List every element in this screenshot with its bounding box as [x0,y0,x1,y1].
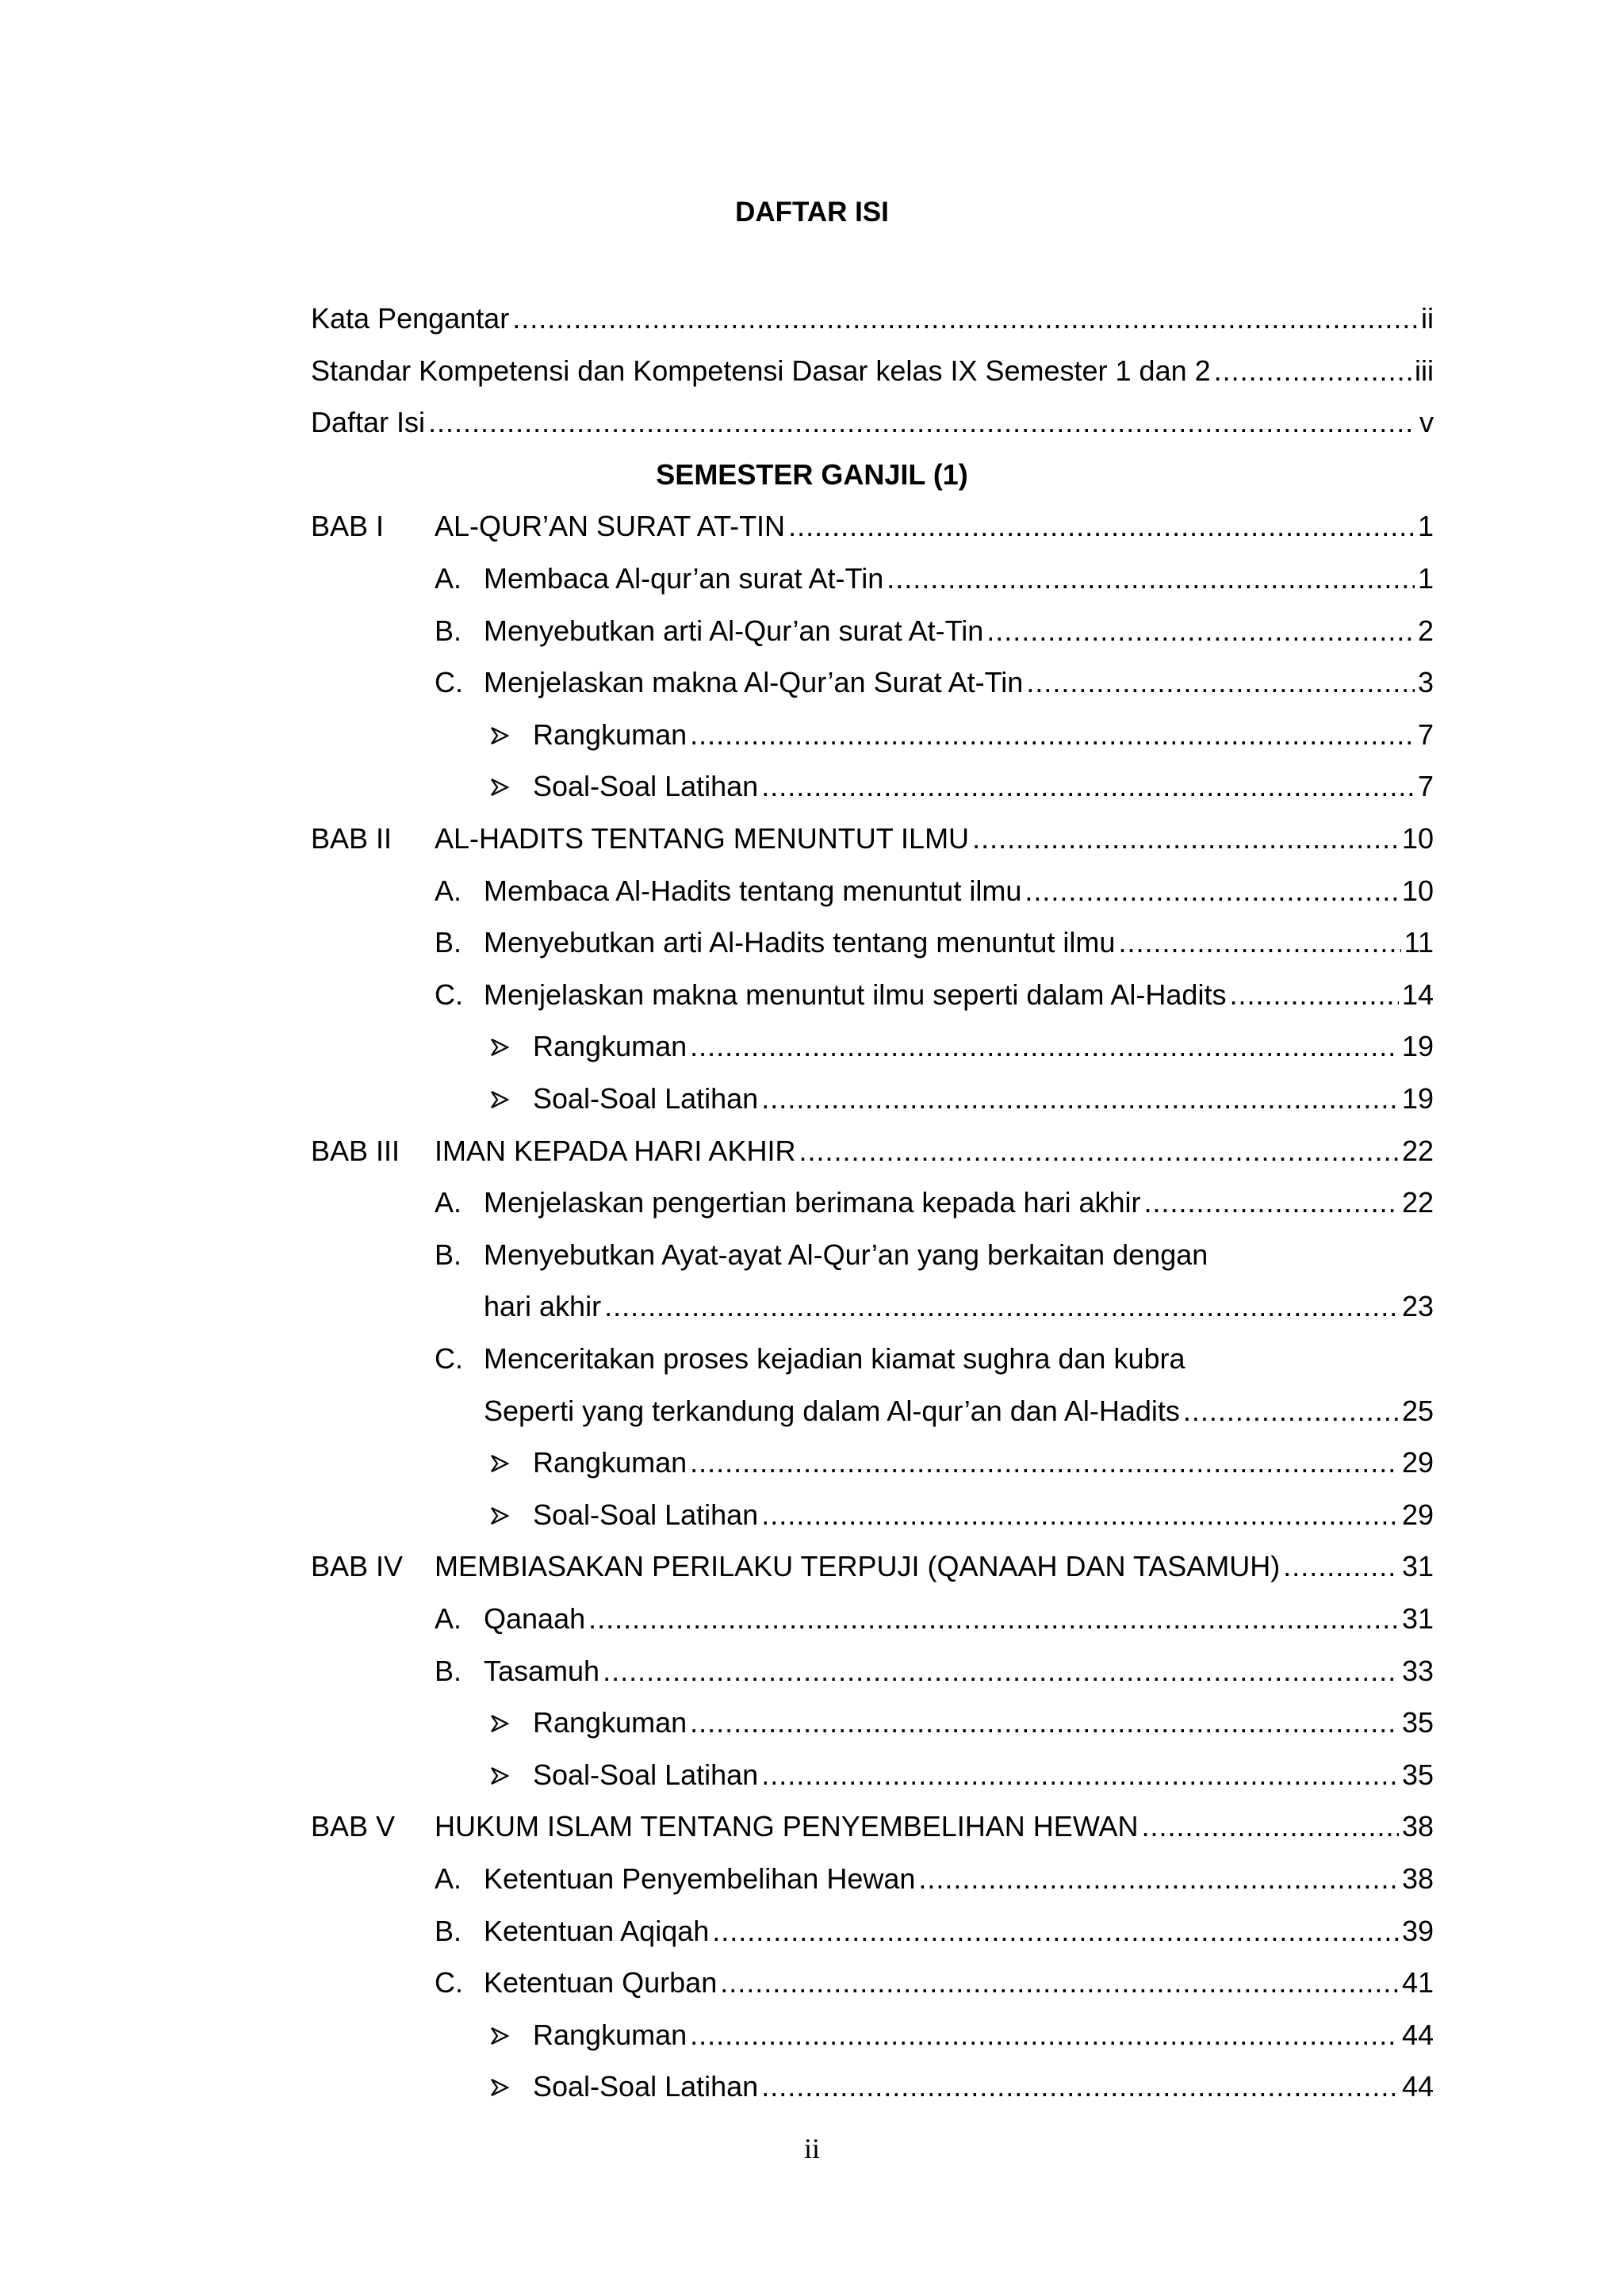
chapter-label: BAB III [311,1134,400,1167]
section-text: Menjelaskan pengertian berimana kepada hari akhir [484,1186,1141,1219]
section-letter: C. [435,978,463,1011]
exercise-text: Soal-Soal Latihan [533,2070,759,2103]
page-ref: 35 [1401,1758,1434,1791]
toc-entry [435,1135,1434,1167]
dot-leader [761,771,1415,802]
chapter-label: BAB IV [311,1550,404,1583]
section-row [0,1915,1624,1947]
summary-row [0,719,1624,751]
dot-leader [1141,1811,1398,1843]
page-ref: 7 [1417,770,1434,803]
toc-entry [533,2071,1434,2103]
arrow-bullet-icon [490,1454,511,1473]
toc-entry [435,823,1434,855]
arrow-bullet-icon [490,1038,511,1057]
page-title: DAFTAR ISI [735,197,889,228]
dot-leader [1214,355,1411,387]
summary-text: Rangkuman [533,2018,688,2051]
toc-entry [484,1915,1434,1947]
chapter-title: HUKUM ISLAM TENTANG PENYEMBELIHAN HEWAN [435,1810,1139,1843]
section-letter: A. [435,1186,462,1219]
entry-text: Standar Kompetensi dan Kompetensi Dasar kelas IX Semester 1 dan 2 [311,354,1211,387]
page-ref: 10 [1401,822,1434,855]
exercise-text: Soal-Soal Latihan [533,770,759,803]
toc-entry [311,407,1434,438]
page-ref: 19 [1401,1082,1434,1115]
toc-entry [484,1187,1434,1219]
dot-leader [1025,875,1399,907]
semester-heading [0,459,1624,491]
section-row [0,667,1624,698]
section-letter: A. [435,874,462,907]
section-letter: B. [435,1914,462,1947]
page-ref: iii [1415,354,1434,387]
section-row [0,927,1624,959]
toc-entry [484,1655,1434,1687]
section-text: Menjelaskan makna menuntut ilmu seperti dalam Al-Hadits [484,978,1227,1011]
dot-leader [761,2071,1399,2103]
section-row [0,1603,1624,1635]
dot-leader [712,1915,1399,1947]
chapter-row [0,1551,1624,1582]
chapter-title: IMAN KEPADA HARI AKHIR [435,1134,796,1167]
section-letter: B. [435,1654,462,1687]
dot-leader [918,1863,1399,1895]
section-letter: C. [435,666,463,699]
toc-entry [484,1967,1434,1999]
section-row [0,563,1624,595]
dot-leader [761,1083,1399,1115]
section-text: hari akhir [484,1290,602,1323]
chapter-label: BAB II [311,822,393,855]
front-matter-row [0,355,1624,387]
dot-leader [428,407,1416,438]
section-letter: A. [435,1602,462,1635]
dot-leader [690,1707,1399,1739]
chapter-title: MEMBIASAKAN PERILAKU TERPUJI (QANAAH DAN TASAMUH) [435,1550,1281,1583]
toc-entry [484,875,1434,907]
page-ref: 44 [1401,2070,1434,2103]
section-text: Seperti yang terkandung dalam Al-qur’an dan Al-Hadits [484,1394,1180,1427]
toc-entry [533,1707,1434,1739]
arrow-bullet-icon [490,1090,511,1109]
page-ref: 41 [1401,1966,1434,1999]
exercise-text: Soal-Soal Latihan [533,1498,759,1531]
toc-entry [533,1499,1434,1531]
section-row [0,1343,1624,1375]
section-row [0,979,1624,1011]
dot-leader [720,1967,1399,1999]
dot-leader [690,2019,1399,2051]
dot-leader [1144,1187,1399,1219]
section-text: Membaca Al-qur’an surat At-Tin [484,562,884,595]
page-ref: 38 [1401,1862,1434,1895]
dot-leader [604,1291,1399,1322]
page-ref: 29 [1401,1446,1434,1479]
dot-leader [512,303,1418,335]
exercise-row [0,1083,1624,1115]
toc-entry [484,979,1434,1011]
page-ref: 44 [1401,2018,1434,2051]
toc-entry [484,563,1434,595]
exercise-text: Soal-Soal Latihan [533,1082,759,1115]
summary-text: Rangkuman [533,1446,688,1479]
front-matter-row [0,303,1624,335]
page-ref: 33 [1401,1654,1434,1687]
page-ref: 22 [1401,1134,1434,1167]
dot-leader [761,1499,1399,1531]
page-ref: 1 [1417,562,1434,595]
section-text: Ketentuan Qurban [484,1966,718,1999]
arrow-bullet-icon [490,1714,511,1733]
toc-entry [533,1447,1434,1479]
section-row [0,1239,1624,1271]
toc-entry [533,771,1434,802]
toc-entry [435,1551,1434,1582]
chapter-label: BAB I [311,510,385,543]
section-text: Menyebutkan arti Al-Qur’an surat At-Tin [484,614,984,647]
chapter-row [0,823,1624,855]
page-ref: 11 [1404,926,1434,959]
arrow-bullet-icon [490,2026,511,2045]
page-ref: 1 [1417,510,1434,543]
page-ref: 31 [1401,1602,1434,1635]
arrow-bullet-icon [490,1766,511,1785]
exercise-text: Soal-Soal Latihan [533,1758,759,1791]
section-row [0,1967,1624,1999]
dot-leader [761,1759,1399,1791]
section-row [0,615,1624,647]
page-ref: v [1419,406,1434,439]
dot-leader [799,1135,1399,1167]
page-ref: 10 [1401,874,1434,907]
dot-leader [1026,667,1415,698]
toc-entry [311,355,1434,387]
entry-text: Kata Pengantar [311,302,510,335]
toc-entry [533,1759,1434,1791]
toc-entry [484,615,1434,647]
dot-leader [1229,979,1399,1011]
summary-row [0,1031,1624,1062]
toc-entry [435,1811,1434,1843]
arrow-bullet-icon [490,726,511,745]
dot-leader [690,719,1415,751]
page-ref: 7 [1417,718,1434,751]
page-ref: 35 [1401,1706,1434,1739]
summary-row [0,1707,1624,1739]
section-text: Membaca Al-Hadits tentang menuntut ilmu [484,874,1022,907]
exercise-row [0,1499,1624,1531]
section-row [0,1655,1624,1687]
toc-entry [311,303,1434,335]
arrow-bullet-icon [490,778,511,797]
toc-entry [484,1603,1434,1635]
summary-row [0,1447,1624,1479]
section-row-continued [0,1395,1624,1427]
section-text: Menjelaskan makna Al-Qur’an Surat At-Tin [484,666,1024,699]
section-letter: B. [435,1238,462,1271]
front-matter-row [0,407,1624,438]
page-ref: 3 [1417,666,1434,699]
section-text: Menyebutkan Ayat-ayat Al-Qur’an yang berkaitan dengan [484,1238,1208,1271]
section-text: Qanaah [484,1602,586,1635]
summary-row [0,2019,1624,2051]
dot-leader [887,563,1415,595]
page-ref: ii [1421,302,1434,335]
section-text: Ketentuan Aqiqah [484,1914,710,1947]
toc-entry [484,1863,1434,1895]
section-text: Menceritakan proses kejadian kiamat sughra dan kubra [484,1342,1185,1375]
toc-entry [435,511,1434,542]
page-ref: 31 [1401,1550,1434,1583]
page-ref: 2 [1417,614,1434,647]
page-ref: 19 [1401,1030,1434,1063]
dot-leader [1183,1395,1399,1427]
arrow-bullet-icon [490,2078,511,2097]
toc-entry [533,719,1434,751]
toc-entry [533,1031,1434,1062]
section-text: Tasamuh [484,1654,600,1687]
arrow-bullet-icon [490,1506,511,1525]
section-letter: A. [435,562,462,595]
chapter-row [0,511,1624,542]
summary-text: Rangkuman [533,718,688,751]
summary-text: Rangkuman [533,1706,688,1739]
page-ref: 14 [1401,978,1434,1011]
dot-leader [603,1655,1399,1687]
semester-title: SEMESTER GANJIL (1) [656,457,968,491]
chapter-title: AL-QUR’AN SURAT AT-TIN [435,510,786,543]
toc-entry [533,2019,1434,2051]
section-row [0,1187,1624,1219]
dot-leader [986,615,1415,647]
dot-leader [788,511,1415,542]
toc-entry [484,667,1434,698]
section-row [0,1863,1624,1895]
toc-entry [484,927,1434,959]
section-letter: C. [435,1342,463,1375]
toc-entry [484,1291,1434,1322]
dot-leader [972,823,1399,855]
dot-leader [690,1031,1399,1062]
chapter-row [0,1811,1624,1843]
toc-entry [533,1083,1434,1115]
page-ref: 25 [1401,1394,1434,1427]
dot-leader [1283,1551,1399,1582]
chapter-label: BAB V [311,1810,396,1843]
chapter-title: AL-HADITS TENTANG MENUNTUT ILMU [435,822,970,855]
section-text: Ketentuan Penyembelihan Hewan [484,1862,916,1895]
toc-entry [484,1395,1434,1427]
summary-text: Rangkuman [533,1030,688,1063]
exercise-row [0,2071,1624,2103]
entry-text: Daftar Isi [311,406,426,439]
section-letter: A. [435,1862,462,1895]
page-ref: 38 [1401,1810,1434,1843]
section-text: Menyebutkan arti Al-Hadits tentang menuntut ilmu [484,926,1116,959]
dot-leader [690,1447,1399,1479]
section-row [0,875,1624,907]
section-letter: C. [435,1966,463,1999]
section-letter: B. [435,614,462,647]
dot-leader [588,1603,1399,1635]
page-number: ii [803,2133,820,2164]
page-ref: 29 [1401,1498,1434,1531]
chapter-row [0,1135,1624,1167]
page-ref: 39 [1401,1914,1434,1947]
section-row-continued [0,1291,1624,1322]
dot-leader [1118,927,1400,959]
page-ref: 22 [1401,1186,1434,1219]
section-letter: B. [435,926,462,959]
exercise-row [0,1759,1624,1791]
exercise-row [0,771,1624,802]
page-ref: 23 [1401,1290,1434,1323]
